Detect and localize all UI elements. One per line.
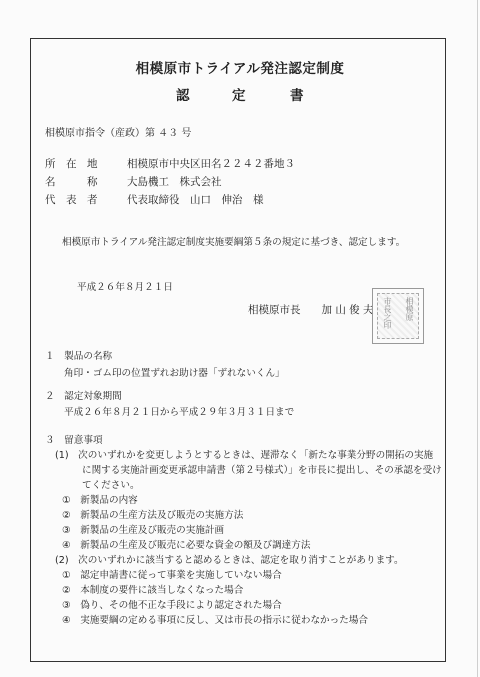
address-label: 所 在 地	[45, 158, 98, 170]
address-value: 相模原市中央区田名２２４２番地３	[127, 158, 295, 170]
subtitle-char-1: 認	[176, 88, 190, 104]
note2-item-4: ④ 実施要綱の定める事項に反し、又は市長の指示に従わなかった場合	[62, 615, 369, 626]
product-heading: １ 製品の名称	[45, 351, 113, 362]
note2-item-2: ② 本制度の要件に該当しなくなった場合	[62, 585, 244, 596]
representative-label: 代 表 者	[45, 194, 98, 206]
note1-item-3: ③ 新製品の生産及び販売の実施計画	[62, 525, 225, 536]
note2-item-3: ③ 偽り、その他不正な手段により認定された場合	[62, 600, 282, 611]
certificate-title: 相模原市トライアル発注認定制度	[135, 61, 345, 77]
official-seal	[372, 288, 424, 344]
notes-heading: ３ 留意事項	[45, 435, 103, 446]
period-heading: ２ 認定対象期間	[45, 391, 122, 402]
document-number: 相模原市指令（産政）第 ４３ 号	[45, 128, 192, 139]
note1-item-4: ④ 新製品の生産及び販売に必要な資金の額及び調達方法	[62, 540, 311, 551]
scan-edge-line	[477, 0, 478, 677]
note1-line-2: に関する実施計画変更承認申請書（第２号様式）」を市長に提出し、その承認を受け	[82, 465, 442, 476]
note1-item-1: ① 新製品の内容	[62, 495, 138, 506]
product-name: 角印・ゴム印の位置ずれお助け器「ずれないくん」	[64, 368, 285, 379]
issue-date: 平成２６年８月２１日	[77, 282, 173, 293]
note1-item-2: ② 新製品の生産方法及び販売の実施方法	[62, 510, 244, 521]
seal-text-left: 市長之印	[383, 297, 392, 329]
certification-statement: 相模原市トライアル発注認定制度実施要綱第５条の規定に基づき、認定します。	[62, 237, 406, 248]
note2-line: (2) 次のいずれかに該当すると認めるときは、認定を取り消すことがあります。	[55, 555, 404, 566]
name-value: 大島機工 株式会社	[127, 176, 222, 188]
subtitle-char-3: 書	[290, 88, 304, 104]
subtitle-char-2: 定	[232, 88, 246, 104]
representative-value: 代表取締役 山口 伸治 様	[127, 194, 264, 206]
note1-line-3: てください。	[82, 480, 140, 491]
seal-text-right: 相模原	[405, 297, 414, 321]
name-label: 名 称	[45, 176, 98, 188]
issuer-name: 相模原市長 加 山 俊 夫	[248, 304, 374, 316]
period-value: 平成２６年８月２１日から平成２９年３月３１日まで	[64, 407, 295, 418]
note1-line-1: (1) 次のいずれかを変更しようとするときは、遅滞なく「新たな事業分野の開拓の実施	[55, 450, 434, 461]
note2-item-1: ① 認定申請書に従って事業を実施していない場合	[62, 570, 282, 581]
